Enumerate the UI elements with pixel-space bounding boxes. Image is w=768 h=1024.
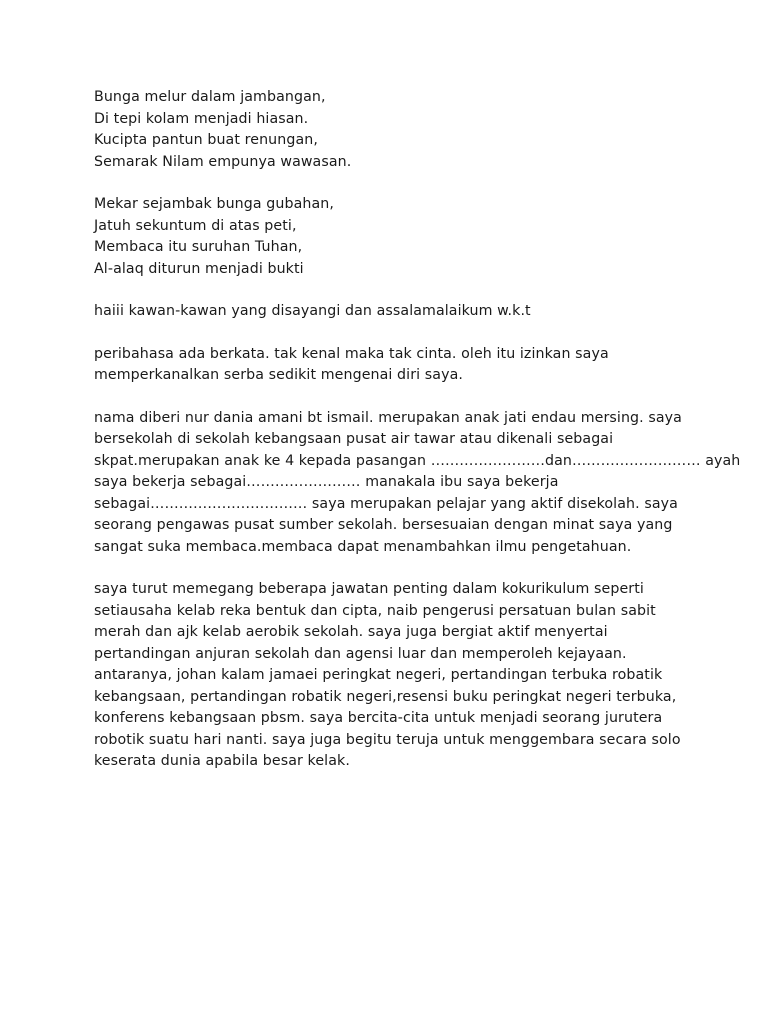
paragraph-line: nama diberi nur dania amani bt ismail. merupakan anak jati endau mersing. saya <box>94 409 682 426</box>
paragraph-line: setiausaha kelab reka bentuk dan cipta, naib pengerusi persatuan bulan sabit <box>94 602 656 619</box>
activities-paragraph <box>94 579 724 773</box>
pantun-line: Al-alaq diturun menjadi bukti <box>94 260 304 277</box>
pantun-line: Bunga melur dalam jambangan, <box>94 89 326 105</box>
paragraph-line: saya bekerja sebagai…………………… manakala ibu saya bekerja <box>94 474 559 490</box>
paragraph-line: peribahasa ada berkata. tak kenal maka tak cinta. oleh itu izinkan saya <box>94 345 609 362</box>
paragraph-line: sangat suka membaca.membaca dapat menambahkan ilmu pengetahuan. <box>94 538 632 555</box>
pantun-stanza-1 <box>94 87 724 173</box>
paragraph-line: konferens kebangsaan pbsm. saya bercita-cita untuk menjadi seorang jurutera <box>94 710 663 726</box>
paragraph-line: saya turut memegang beberapa jawatan penting dalam kokurikulum seperti <box>94 581 644 597</box>
pantun-line: Membaca itu suruhan Tuhan, <box>94 239 303 255</box>
paragraph-line: memperkanalkan serba sedikit mengenai diri saya. <box>94 367 463 383</box>
paragraph-line: keserata dunia apabila besar kelak. <box>94 753 350 769</box>
pantun-stanza-2 <box>94 194 724 280</box>
paragraph-line: bersekolah di sekolah kebangsaan pusat air tawar atau dikenali sebagai <box>94 431 614 447</box>
paragraph-line: pertandingan anjuran sekolah dan agensi luar dan memperoleh kejayaan. <box>94 645 627 662</box>
pantun-line: Jatuh sekuntum di atas peti, <box>94 217 297 234</box>
pantun-line: Kucipta pantun buat renungan, <box>94 132 318 148</box>
paragraph-line: skpat.merupakan anak ke 4 kepada pasangan ……………………dan……………………… ayah <box>94 452 741 469</box>
paragraph-line: haiii kawan-kawan yang disayangi dan assalamalaikum w.k.t <box>94 303 531 319</box>
pantun-line: Semarak Nilam empunya wawasan. <box>94 153 352 170</box>
paragraph-line: antaranya, johan kalam jamaei peringkat negeri, pertandingan terbuka robatik <box>94 667 663 683</box>
intro-paragraph <box>94 344 724 387</box>
pantun-line: Di tepi kolam menjadi hiasan. <box>94 110 309 127</box>
paragraph-line: robotik suatu hari nanti. saya juga begitu teruja untuk menggembara secara solo <box>94 731 681 748</box>
paragraph-line: kebangsaan, pertandingan robatik negeri,resensi buku peringkat negeri terbuka, <box>94 688 677 705</box>
bio-paragraph <box>94 408 741 559</box>
document-page <box>94 87 741 794</box>
pantun-line: Mekar sejambak bunga gubahan, <box>94 196 334 212</box>
greeting-paragraph <box>94 301 724 323</box>
paragraph-line: sebagai…………………………… saya merupakan pelajar yang aktif disekolah. saya <box>94 495 678 512</box>
paragraph-line: merah dan ajk kelab aerobik sekolah. saya juga bergiat aktif menyertai <box>94 624 608 640</box>
paragraph-line: seorang pengawas pusat sumber sekolah. bersesuaian dengan minat saya yang <box>94 517 673 533</box>
